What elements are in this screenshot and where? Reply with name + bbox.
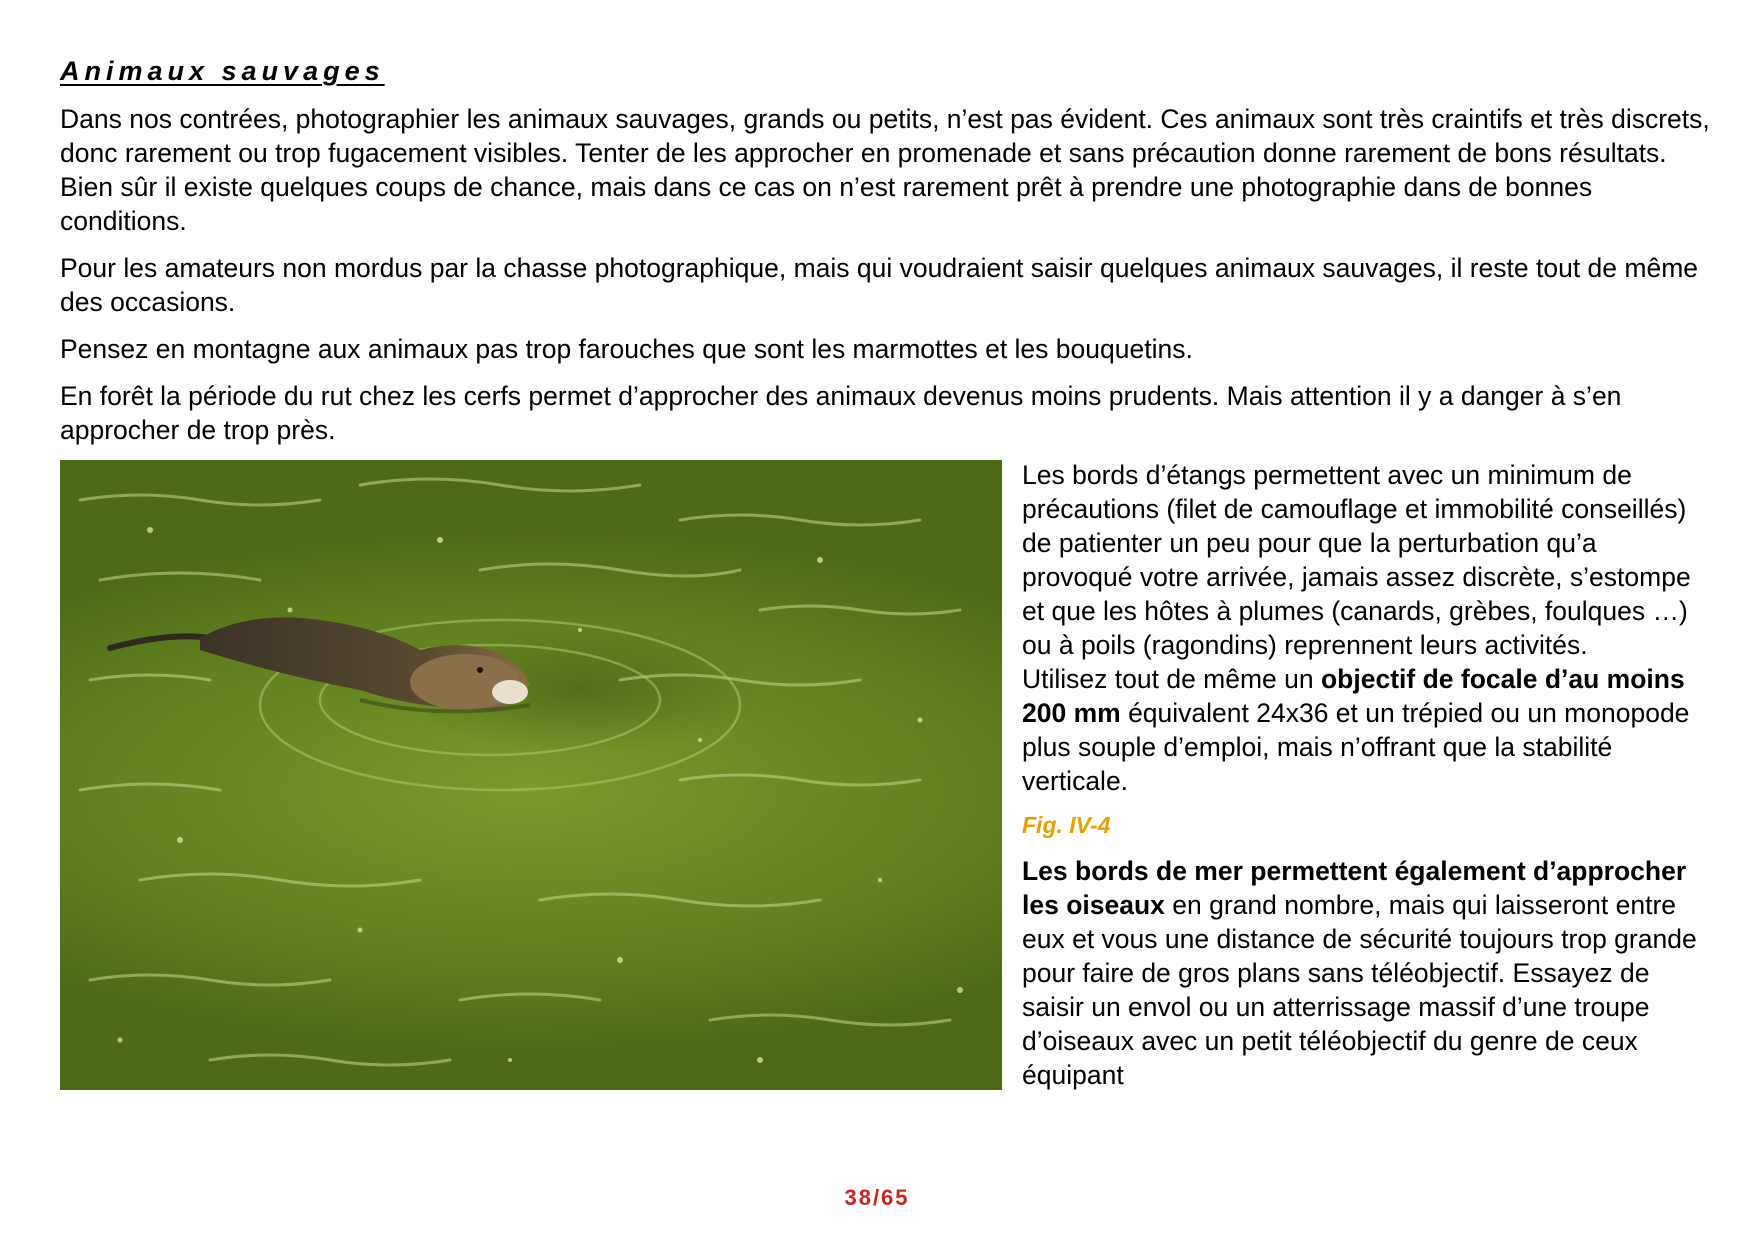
lens-paragraph [1022,662,1712,798]
pond-paragraph: Les bords d’étangs permettent avec un minimum de précautions (filet de camouflage et immobilité conseillés) de patienter un peu pour que la perturbation qu’a provoqué votre arrivée, jamais assez discrète, s’estompe et que les hôtes à plumes (canards, grèbes, foulques …) ou à poils (ragondins) reprennent leurs activités. [1022,460,1691,660]
figure-label: Fig. IV-4 [1022,812,1111,838]
seaside-paragraph [1022,854,1712,1092]
pond-illustration [60,460,1002,1090]
lens-text-before: Utilisez tout de même un [1022,664,1321,694]
right-column-text [1022,458,1712,1092]
seaside-text-bold: Les bords de mer permettent également d’approcher les oiseaux [1022,856,1687,920]
lens-text-bold: objectif de focale d’au moins 200 mm [1022,664,1685,728]
intro-paragraph: En forêt la période du rut chez les cerfs permet d’approcher des animaux devenus moins prudents. Mais attention il y a danger à s’en approcher de trop près. [60,381,1622,445]
nutria-swimming-photo [60,460,1002,1090]
page-number: 38/65 [844,1185,910,1210]
lens-text-after: équivalent 24x36 et un trépied ou un monopode plus souple d’emploi, mais n’offrant que la stabilité verticale. [1022,698,1690,796]
intro-paragraph: Pensez en montagne aux animaux pas trop farouches que sont les marmottes et les bouquetins. [60,334,1193,364]
intro-paragraph: Pour les amateurs non mordus par la chasse photographique, mais qui voudraient saisir quelques animaux sauvages, il reste tout de même des occasions. [60,253,1699,317]
intro-paragraph: Dans nos contrées, photographier les animaux sauvages, grands ou petits, n’est pas évident. Ces animaux sont très craintifs et très discrets, donc rarement ou trop fugacement visibles. Tenter de les approcher en promenade et sans précaution donne rarement de bons résultats. Bien sûr il existe quelques coups de chance, mais dans ce cas on n’est rarement prêt à prendre une photographie dans de bonnes conditions. [60,104,1710,236]
seaside-text-after: en grand nombre, mais qui laisseront entre eux et vous une distance de sécurité toujours trop grande pour faire de gros plans sans téléobjectif. Essayez de saisir un envol ou un atterrissage massif d’une troupe d’oiseaux avec un petit téléobjectif du genre de ceux équipant [1022,890,1697,1090]
intro-text [60,102,1710,460]
section-title: Animaux sauvages [60,56,385,86]
